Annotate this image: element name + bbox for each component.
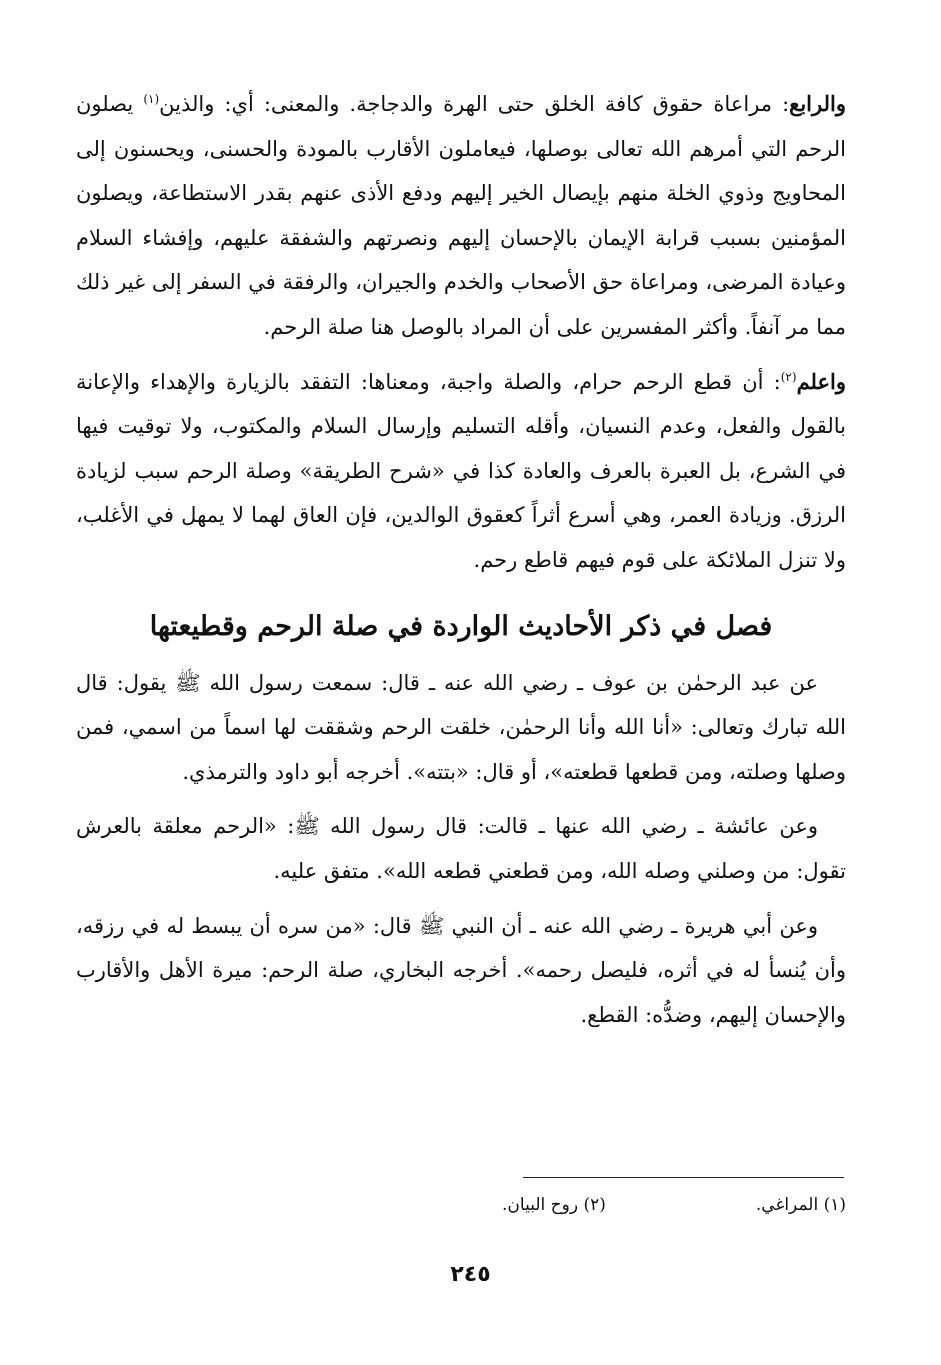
footnote-marker: (٢) (780, 369, 797, 384)
hadith-paragraph: وعن أبي هريرة ـ رضي الله عنه ـ أن النبي ﷺ قال: «من سره أن يبسط له في رزقه، وأن يُنسأ له في أثره، فليصل رحمه». أخرجه البخاري، صلة الرحم: ميرة الأهل والأقارب والإحسان إليهم، وضدُّه: القطع. (76, 913, 846, 1027)
footnote-2: (٢) روح البيان. (502, 1195, 606, 1215)
paragraph-text: : مراعاة حقوق كافة الخلق حتى الهرة والدجاجة. والمعنى: أي: والذين (159, 92, 790, 116)
footnote-1: (١) المراغي. (755, 1195, 846, 1215)
paragraph-text: : أن قطع الرحم حرام، والصلة واجبة، ومعناها: التفقد بالزيارة والإهداء والإعانة بالقول والفعل، وعدم النسيان، وأقله التسليم وإرسال السلام والمكتوب، ولا توقيت فيها في الشرع، بل العبرة بالعرف والعادة كذا في «شرح الطريقة» وصلة الرحم سبب لزيادة الرزق. وزيادة العمر، وهي أسرع أثراً كعقوق الوالدين، فإن العاق لهما لا يمهل في الأغلب، ولا تنزل الملائكة على قوم فيهم قاطع رحم. (76, 369, 846, 572)
section-heading: فصل في ذكر الأحاديث الواردة في صلة الرحم وقطيعتها (149, 610, 773, 642)
paragraph-fourth (76, 82, 846, 350)
page-number: ٢٤٥ (450, 1262, 491, 1287)
footnote-marker: (١) (143, 92, 160, 106)
paragraph-know (76, 360, 846, 583)
paragraph-lead-word: واعلم (796, 368, 846, 394)
footnote-separator (523, 1177, 844, 1178)
hadith-paragraph: وعن عائشة ـ رضي الله عنها ـ قالت: قال رسول الله ﷺ: «الرحم معلقة بالعرش تقول: من وصلني وصله الله، ومن قطعني قطعه الله». متفق عليه. (76, 814, 846, 883)
footnotes (180, 1192, 846, 1218)
paragraph-lead-word: والرابع (789, 91, 846, 116)
hadith-paragraph: عن عبد الرحمٰن بن عوف ـ رضي الله عنه ـ قال: سمعت رسول الله ﷺ يقول: قال الله تبارك وتعالى: «أنا الله وأنا الرحمٰن، خلقت الرحم وشققت لها اسماً من اسمي، فمن وصلها وصلته، ومن قطعها قطعته»، أو قال: «بتته». أخرجه أبو داود والترمذي. (76, 670, 846, 784)
main-text (76, 82, 846, 1047)
paragraph-text: يصلون الرحم التي أمرهم الله تعالى بوصلها، فيعاملون الأقارب بالمودة والحسنى، ويحسنون إلى المحاويج وذوي الخلة منهم بإيصال الخير إليهم ودفع الأذى عنهم بقدر الاستطاعة، ويصلون المؤمنين بسبب قرابة الإيمان بالإحسان إليهم ونصرتهم والشفقة عليهم، وإفشاء السلام وعيادة المرضى، ومراعاة حق الأصحاب والخدم والجيران، والرفقة في السفر إلى غير ذلك مما مر آنفاً. وأكثر المفسرين على أن المراد بالوصل هنا صلة الرحم. (76, 92, 846, 339)
